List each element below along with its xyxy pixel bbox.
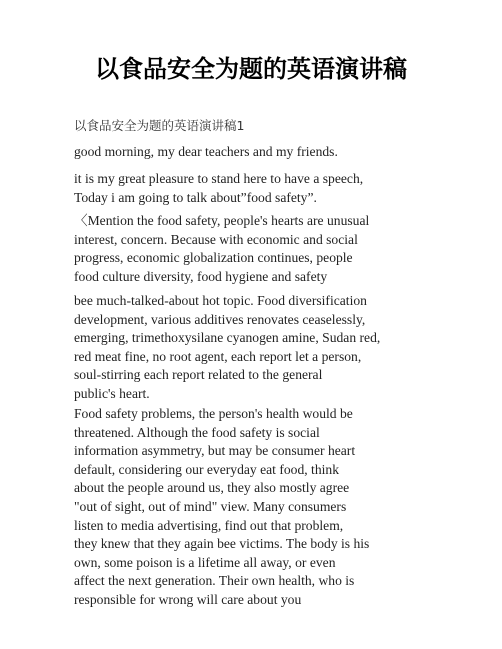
paragraph-line: "out of sight, out of mind" view. Many consumers [74,498,347,514]
paragraph-food-safety-problems [74,405,444,610]
paragraph-intro [74,170,444,207]
paragraph-line: threatened. Although the food safety is social [74,424,320,440]
paragraph-line: listen to media advertising, find out that problem, [74,517,344,533]
paragraph-line: red meat fine, no root agent, each report let a person, [74,348,362,364]
paragraph-line: bee much-talked-about hot topic. Food diversification [74,293,367,308]
document-title: 以食品安全为题的英语演讲稿 [95,55,407,83]
paragraph-line: progress, economic globalization continues, people [74,250,353,266]
paragraph-line: good morning, my dear teachers and my friends. [74,144,338,159]
paragraph-line: affect the next generation. Their own health, who is [74,573,355,589]
paragraph-line: responsible for wrong will care about you [74,591,302,607]
paragraph-line: own, some poison is a lifetime all away, or even [74,554,336,570]
paragraph-line: soul-stirring each report related to the general [74,367,323,383]
paragraph-line: it is my great pleasure to stand here to have a speech, [74,171,364,186]
paragraph-line: emerging, trimethoxysilane cyanogen amine, Sudan red, [74,330,381,346]
paragraph-greeting [74,143,444,162]
paragraph-mention [74,212,444,286]
paragraph-line: default, considering our everyday eat food, think [74,461,339,477]
paragraph-line: Food safety problems, the person's health would be [74,406,353,421]
paragraph-line: public's heart. [74,385,150,401]
paragraph-line: about the people around us, they also mostly agree [74,480,350,496]
paragraph-line: they knew that they again bee victims. The body is his [74,536,370,552]
paragraph-line: 〈Mention the food safety, people's hearts are unusual [74,213,370,228]
paragraph-line: information asymmetry, but may be consumer heart [74,443,356,459]
paragraph-hot-topic [74,292,444,404]
paragraph-line: Today i am going to talk about”food safety”. [74,189,317,205]
paragraph-line: food culture diversity, food hygiene and safety [74,268,328,284]
document-subtitle: 以食品安全为题的英语演讲稿1 [74,118,245,133]
paragraph-line: development, various additives renovates ceaselessly, [74,311,366,327]
paragraph-line: interest, concern. Because with economic and social [74,231,358,247]
